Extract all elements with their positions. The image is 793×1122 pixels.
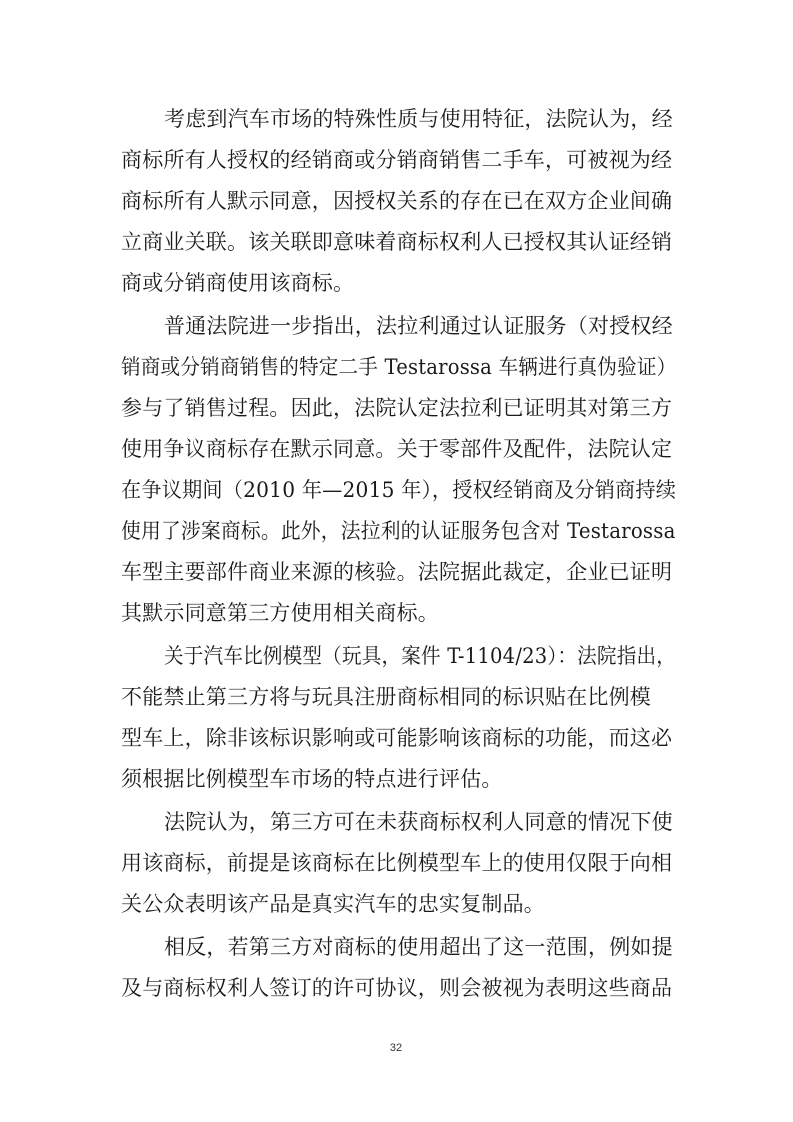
- paragraph-line: 须根据比例模型车市场的特点进行评估。: [121, 767, 503, 791]
- paragraph-line: 型车上，除非该标识影响或可能影响该商标的功能，而这必: [121, 726, 673, 750]
- paragraph-line: 用该商标，前提是该商标在比例模型车上的使用仅限于向相: [121, 851, 673, 875]
- paragraph-line: 车型主要部件商业来源的核验。法院据此裁定，企业已证明: [121, 560, 673, 584]
- paragraph-line: 关公众表明该产品是真实汽车的忠实复制品。: [121, 892, 545, 916]
- paragraph-line: 商标所有人授权的经销商或分销商销售二手车，可被视为经: [121, 148, 673, 172]
- paragraph-line: 立商业关联。该关联即意味着商标权利人已授权其认证经销: [121, 230, 673, 254]
- paragraph-line: 及与商标权利人签订的许可协议，则会被视为表明这些商品: [121, 976, 673, 1000]
- paragraph-line: 在争议期间（2010 年—2015 年），授权经销商及分销商持续: [121, 478, 677, 502]
- paragraph-line: 法院认为，第三方可在未获商标权利人同意的情况下使: [164, 810, 673, 834]
- paragraph-line: 考虑到汽车市场的特殊性质与使用特征，法院认为，经: [164, 107, 673, 131]
- paragraph-line: 使用争议商标存在默示同意。关于零部件及配件，法院认定: [121, 437, 673, 461]
- paragraph-line: 参与了销售过程。因此，法院认定法拉利已证明其对第三方: [121, 396, 673, 420]
- paragraph-line: 商或分销商使用该商标。: [121, 271, 355, 295]
- paragraph-line: 关于汽车比例模型（玩具，案件 T-1104/23）：法院指出，: [164, 644, 677, 668]
- paragraph-line: 商标所有人默示同意，因授权关系的存在已在双方企业间确: [121, 189, 673, 213]
- paragraph-line: 不能禁止第三方将与玩具注册商标相同的标识贴在比例模: [121, 685, 651, 709]
- paragraph-line: 其默示同意第三方使用相关商标。: [121, 601, 439, 625]
- paragraph-line: 相反，若第三方对商标的使用超出了这一范围，例如提: [164, 935, 673, 959]
- paragraph-line: 使用了涉案商标。此外，法拉利的认证服务包含对 Testarossa: [121, 519, 676, 543]
- paragraph-line: 销商或分销商销售的特定二手 Testarossa 车辆进行真伪验证）: [121, 355, 677, 379]
- page-number: 32: [389, 1042, 403, 1054]
- paragraph-line: 普通法院进一步指出，法拉利通过认证服务（对授权经: [164, 314, 673, 338]
